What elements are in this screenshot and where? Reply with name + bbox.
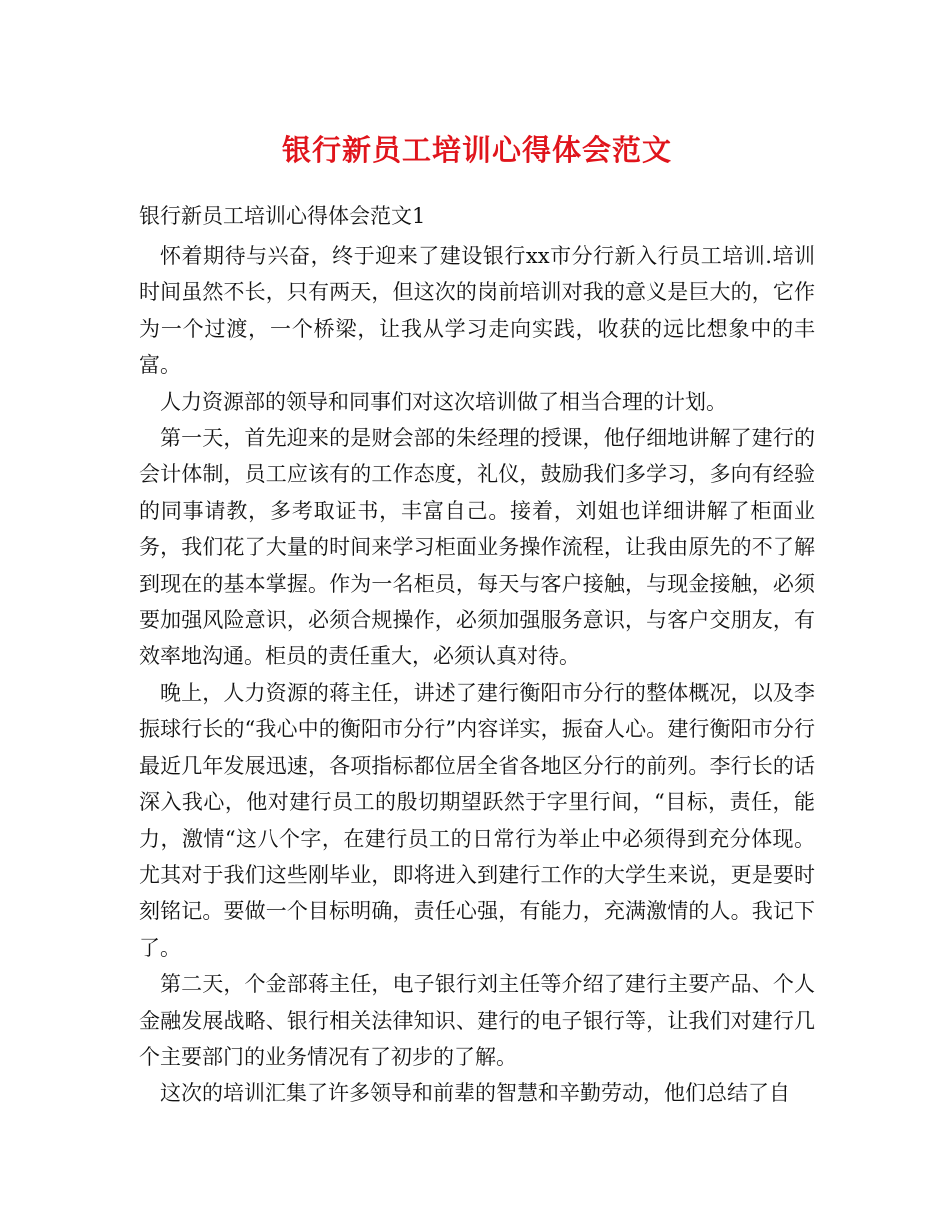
document-body xyxy=(139,238,815,1112)
section-heading: 银行新员工培训心得体会范文1 xyxy=(139,204,426,228)
paragraph-3: 第一天，首先迎来的是财会部的朱经理的授课，他仔细地讲解了建行的会计体制，员工应该有的工作态度，礼仪，鼓励我们多学习，多向有经验的同事请教，多考取证书，丰富自己。接着，刘姐也详细讲解了柜面业务，我们花了大量的时间来学习柜面业务操作流程，让我由原先的不了解到现在的基本掌握。作为一名柜员，每天与客户接触，与现金接触，必须要加强风险意识，必须合规操作，必须加强服务意识，与客户交朋友，有效率地沟通。柜员的责任重大，必须认真对待。 xyxy=(139,426,815,669)
paragraph-4: 晚上，人力资源的蒋主任，讲述了建行衡阳市分行的整体概况，以及李振球行长的“我心中的衡阳市分行”内容详实，振奋人心。建行衡阳市分行最近几年发展迅速，各项指标都位居全省各地区分行的前列。李行长的话深入我心，他对建行员工的殷切期望跃然于字里行间，“目标，责任，能力，激情“这八个字，在建行员工的日常行为举止中必须得到充分体现。尤其对于我们这些刚毕业，即将进入到建行工作的大学生来说，更是要时刻铭记。要做一个目标明确，责任心强，有能力，充满激情的人。我记下了。 xyxy=(139,680,815,960)
paragraph-2: 人力资源部的领导和同事们对这次培训做了相当合理的计划。 xyxy=(160,389,727,414)
paragraph-6: 这次的培训汇集了许多领导和前辈的智慧和辛勤劳动，他们总结了自 xyxy=(160,1081,790,1106)
paragraph-5: 第二天，个金部蒋主任，电子银行刘主任等介绍了建行主要产品、个人金融发展战略、银行相关法律知识、建行的电子银行等，让我们对建行几个主要部门的业务情况有了初步的了解。 xyxy=(139,972,815,1069)
paragraph-1: 怀着期待与兴奋，终于迎来了建设银行xx市分行新入行员工培训.培训时间虽然不长，只有两天，但这次的岗前培训对我的意义是巨大的，它作为一个过渡，一个桥梁，让我从学习走向实践，收获的远比想象中的丰富。 xyxy=(139,244,815,378)
document-title: 银行新员工培训心得体会范文 xyxy=(281,133,672,167)
